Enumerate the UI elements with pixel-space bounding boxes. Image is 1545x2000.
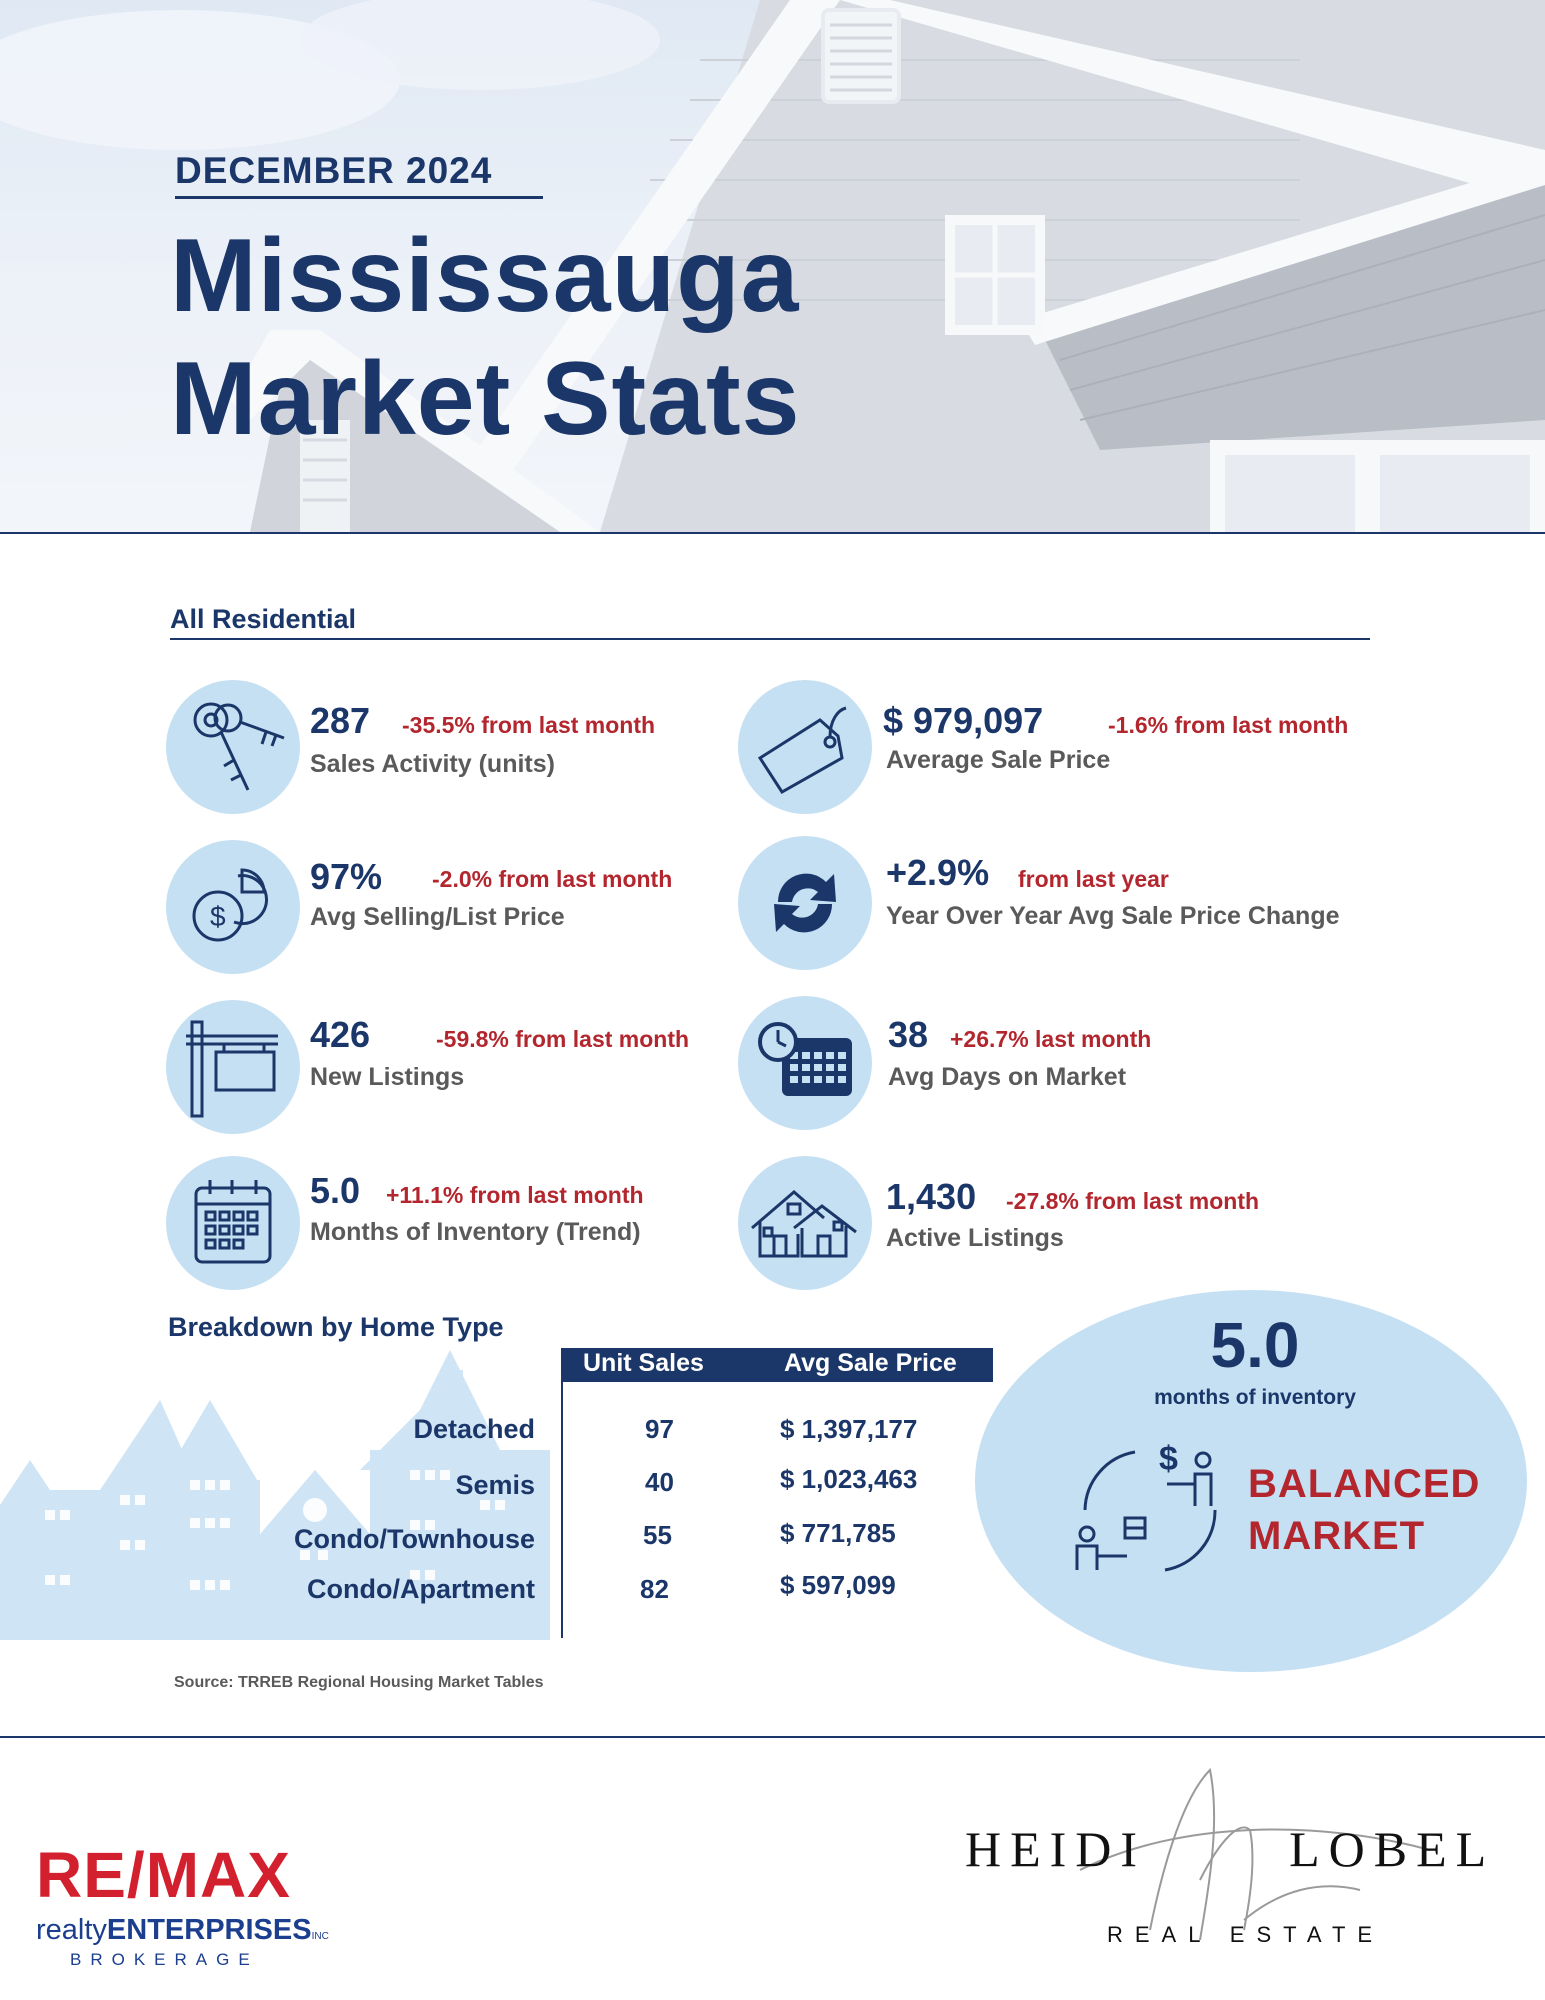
remax-logo <box>36 1838 291 1912</box>
row-price-condo-townhouse: $ 771,785 <box>780 1518 896 1548</box>
sales-activity-value: 287 <box>310 700 371 741</box>
average-sale-price-change: -1.6% from last month <box>1108 712 1349 738</box>
row-units-detached: 97 <box>645 1414 674 1444</box>
sales-activity-change: -35.5% from last month <box>402 712 656 738</box>
avg-selling-list-label: Avg Selling/List Price <box>310 903 565 931</box>
brokerage-label: BROKERAGE <box>70 1950 259 1969</box>
remax-logo-right: MAX <box>145 1839 291 1911</box>
col-unit-sales: Unit Sales <box>583 1349 704 1377</box>
table-divider <box>561 1348 563 1638</box>
avg-selling-list-value: 97% <box>310 856 383 897</box>
buyer-seller-exchange-icon <box>1065 1430 1235 1590</box>
row-price-detached: $ 1,397,177 <box>780 1414 918 1444</box>
realty-enterprises-logo <box>36 1914 329 1947</box>
agent-name <box>965 1820 1495 1878</box>
active-listings-change: -27.8% from last month <box>1006 1188 1260 1214</box>
clock-calendar-icon <box>738 996 872 1130</box>
market-status-line-2: MARKET <box>1248 1514 1426 1558</box>
for-sale-sign-icon <box>166 1000 300 1134</box>
market-status-line-1: BALANCED <box>1248 1462 1481 1506</box>
calendar-icon <box>166 1156 300 1290</box>
report-month: DECEMBER 2024 <box>175 150 493 191</box>
month-underline <box>175 196 543 199</box>
col-avg-sale-price: Avg Sale Price <box>784 1349 957 1377</box>
days-on-market-value: 38 <box>888 1014 929 1055</box>
price-tag-icon <box>738 680 872 814</box>
yoy-change-label: Year Over Year Avg Sale Price Change <box>886 902 1340 930</box>
yoy-change-change: from last year <box>1018 866 1169 892</box>
row-units-semis: 40 <box>645 1467 674 1497</box>
realty-inc: INC <box>311 1931 329 1942</box>
new-listings-change: -59.8% from last month <box>436 1026 690 1052</box>
hero-divider <box>0 532 1545 534</box>
months-of-inventory-label: months of inventory <box>1154 1386 1356 1409</box>
sales-activity-label: Sales Activity (units) <box>310 750 555 778</box>
months-inventory-change: +11.1% from last month <box>386 1182 644 1208</box>
new-listings-label: New Listings <box>310 1063 465 1091</box>
average-sale-price-label: Average Sale Price <box>886 746 1111 774</box>
source-note: Source: TRREB Regional Housing Market Tables <box>174 1674 544 1691</box>
row-type-detached: Detached <box>413 1414 535 1444</box>
dollar-pie-icon <box>166 840 300 974</box>
refresh-arrows-icon <box>738 836 872 970</box>
avg-selling-list-change: -2.0% from last month <box>432 866 673 892</box>
section-heading-breakdown: Breakdown by Home Type <box>168 1312 504 1342</box>
months-of-inventory-value: 5.0 <box>1210 1309 1300 1381</box>
row-units-condo-apartment: 82 <box>640 1574 669 1604</box>
row-price-condo-apartment: $ 597,099 <box>780 1570 896 1600</box>
section-rule <box>170 638 1370 640</box>
realty-prefix: realty <box>36 1914 107 1946</box>
market-status <box>1248 1458 1480 1562</box>
footer-divider <box>0 1736 1545 1738</box>
months-inventory-value: 5.0 <box>310 1170 361 1211</box>
agent-first-name: HEIDI <box>965 1821 1147 1877</box>
new-listings-value: 426 <box>310 1014 371 1055</box>
row-type-semis: Semis <box>455 1470 535 1500</box>
remax-logo-left: RE <box>36 1839 127 1911</box>
section-heading-all-residential: All Residential <box>170 604 357 634</box>
title-line-1: Mississauga <box>170 218 800 334</box>
row-price-semis: $ 1,023,463 <box>780 1464 918 1494</box>
svg-text:$: $ <box>210 901 226 932</box>
agent-last-name: LOBEL <box>1289 1821 1496 1877</box>
average-sale-price-value: $ 979,097 <box>883 700 1044 741</box>
hero-banner <box>0 0 1545 532</box>
days-on-market-label: Avg Days on Market <box>888 1063 1127 1091</box>
realty-brand: ENTERPRISES <box>106 1914 312 1946</box>
yoy-change-value: +2.9% <box>886 852 990 893</box>
active-listings-label: Active Listings <box>886 1224 1064 1252</box>
remax-logo-slash: / <box>126 1839 146 1911</box>
active-listings-value: 1,430 <box>886 1176 977 1217</box>
row-units-condo-townhouse: 55 <box>643 1520 672 1550</box>
page-title <box>170 215 800 460</box>
keys-icon <box>166 680 300 814</box>
title-line-2: Market Stats <box>170 340 801 457</box>
svg-text:$: $ <box>1159 1440 1178 1478</box>
months-inventory-label: Months of Inventory (Trend) <box>310 1218 641 1246</box>
houses-icon <box>738 1156 872 1290</box>
row-type-condo-apartment: Condo/Apartment <box>307 1574 535 1604</box>
row-type-condo-townhouse: Condo/Townhouse <box>294 1524 535 1554</box>
days-on-market-change: +26.7% last month <box>950 1026 1152 1052</box>
agent-subtitle: REAL ESTATE <box>1107 1922 1385 1947</box>
